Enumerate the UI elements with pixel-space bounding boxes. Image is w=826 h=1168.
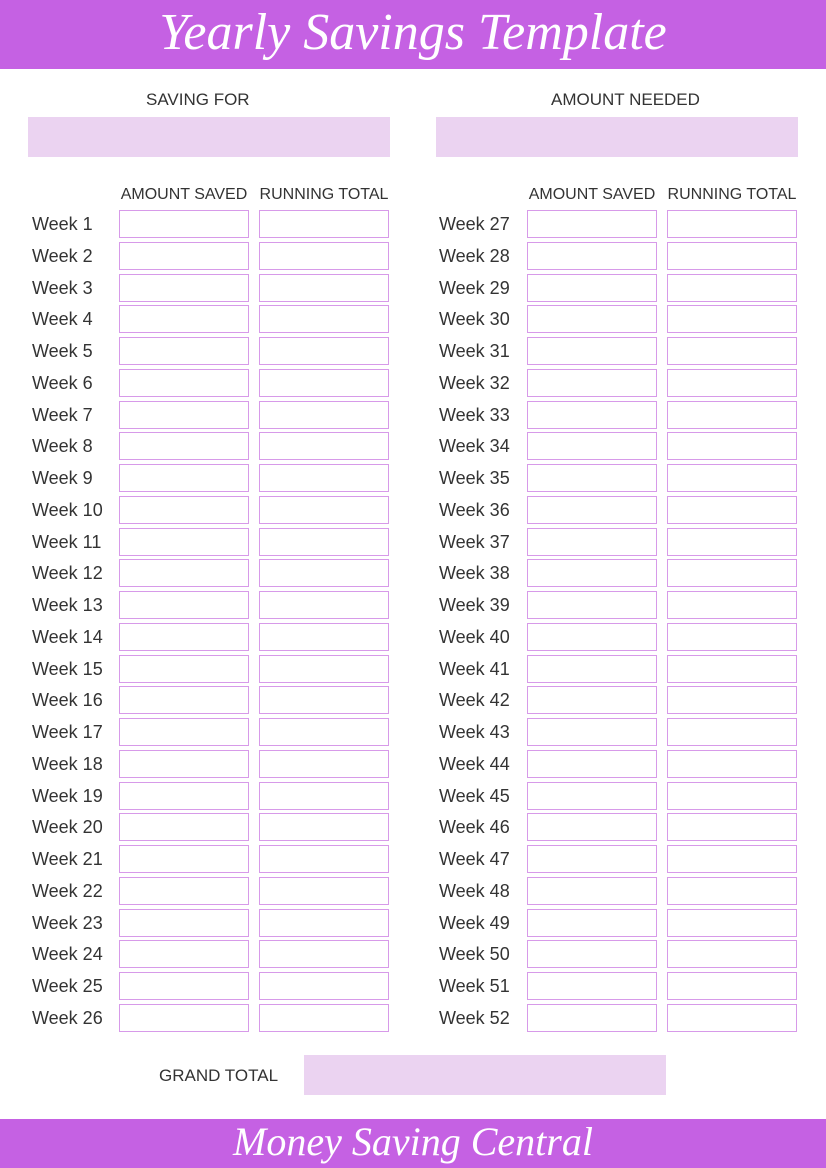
week-label: Week 15 [32,659,103,679]
running-total-cell[interactable] [667,940,797,968]
amount-saved-cell[interactable] [119,464,249,492]
running-total-cell[interactable] [667,496,797,524]
running-total-cell[interactable] [667,242,797,270]
running-total-cell[interactable] [259,750,389,778]
amount-saved-cell[interactable] [119,972,249,1000]
week-label: Week 6 [32,373,93,393]
running-total-cell[interactable] [259,401,389,429]
running-total-cell[interactable] [259,940,389,968]
amount-saved-cell[interactable] [119,782,249,810]
amount-saved-cell[interactable] [119,242,249,270]
week-label: Week 21 [32,849,103,869]
amount-saved-cell[interactable] [119,369,249,397]
right-amount-saved-header: AMOUNT SAVED [528,186,656,203]
grand-total-label: GRAND TOTAL [159,1066,279,1085]
week-label: Week 18 [32,754,103,774]
running-total-cell[interactable] [667,845,797,873]
week-label: Week 29 [439,278,510,298]
amount-saved-cell[interactable] [527,877,657,905]
amount-saved-cell[interactable] [119,623,249,651]
amount-saved-cell[interactable] [119,718,249,746]
amount-saved-cell[interactable] [119,845,249,873]
running-total-cell[interactable] [259,813,389,841]
amount-saved-cell[interactable] [119,655,249,683]
running-total-cell[interactable] [259,845,389,873]
amount-saved-cell[interactable] [527,750,657,778]
week-label: Week 13 [32,595,103,615]
week-label: Week 22 [32,881,103,901]
amount-saved-cell[interactable] [527,559,657,587]
week-label: Week 16 [32,690,103,710]
week-label: Week 43 [439,722,510,742]
running-total-cell[interactable] [259,242,389,270]
week-label: Week 25 [32,976,103,996]
week-label: Week 48 [439,881,510,901]
amount-saved-cell[interactable] [119,909,249,937]
amount-saved-cell[interactable] [119,591,249,619]
running-total-cell[interactable] [259,623,389,651]
amount-saved-cell[interactable] [527,845,657,873]
week-label: Week 5 [32,341,93,361]
running-total-cell[interactable] [259,559,389,587]
running-total-cell[interactable] [667,274,797,302]
week-label: Week 49 [439,913,510,933]
week-label: Week 9 [32,468,93,488]
amount-saved-cell[interactable] [527,940,657,968]
week-label: Week 44 [439,754,510,774]
running-total-cell[interactable] [667,591,797,619]
amount-saved-cell[interactable] [527,337,657,365]
saving-for-label: SAVING FOR [146,90,250,109]
running-total-cell[interactable] [259,528,389,556]
amount-saved-cell[interactable] [119,432,249,460]
amount-saved-cell[interactable] [527,813,657,841]
running-total-cell[interactable] [259,337,389,365]
amount-saved-cell[interactable] [119,686,249,714]
running-total-cell[interactable] [667,337,797,365]
amount-saved-cell[interactable] [527,718,657,746]
running-total-cell[interactable] [259,591,389,619]
amount-saved-cell[interactable] [527,242,657,270]
running-total-cell[interactable] [259,369,389,397]
week-label: Week 8 [32,436,93,456]
amount-saved-cell[interactable] [527,496,657,524]
week-label: Week 38 [439,563,510,583]
amount-saved-cell[interactable] [119,496,249,524]
running-total-cell[interactable] [667,623,797,651]
amount-saved-cell[interactable] [527,1004,657,1032]
amount-saved-cell[interactable] [527,528,657,556]
amount-saved-cell[interactable] [527,655,657,683]
running-total-cell[interactable] [667,718,797,746]
grand-total-field[interactable] [304,1055,666,1095]
week-label: Week 12 [32,563,103,583]
week-label: Week 11 [32,532,102,552]
week-label: Week 10 [32,500,103,520]
running-total-cell[interactable] [667,1004,797,1032]
week-label: Week 31 [439,341,510,361]
running-total-cell[interactable] [667,432,797,460]
running-total-cell[interactable] [259,432,389,460]
week-label: Week 51 [439,976,510,996]
week-label: Week 46 [439,817,510,837]
amount-saved-cell[interactable] [119,813,249,841]
running-total-cell[interactable] [667,559,797,587]
left-running-total-header: RUNNING TOTAL [259,186,389,203]
running-total-cell[interactable] [667,401,797,429]
amount-saved-cell[interactable] [527,274,657,302]
week-label: Week 32 [439,373,510,393]
running-total-cell[interactable] [667,972,797,1000]
week-label: Week 24 [32,944,103,964]
running-total-cell[interactable] [667,909,797,937]
week-label: Week 20 [32,817,103,837]
week-label: Week 19 [32,786,103,806]
running-total-cell[interactable] [259,909,389,937]
running-total-cell[interactable] [259,972,389,1000]
running-total-cell[interactable] [259,496,389,524]
running-total-cell[interactable] [667,813,797,841]
running-total-cell[interactable] [667,305,797,333]
running-total-cell[interactable] [667,464,797,492]
running-total-cell[interactable] [259,655,389,683]
amount-saved-cell[interactable] [527,464,657,492]
amount-saved-cell[interactable] [527,623,657,651]
week-label: Week 37 [439,532,510,552]
week-label: Week 17 [32,722,103,742]
amount-saved-cell[interactable] [527,210,657,238]
amount-saved-cell[interactable] [119,305,249,333]
running-total-cell[interactable] [667,750,797,778]
amount-saved-cell[interactable] [119,940,249,968]
week-label: Week 33 [439,405,510,425]
week-label: Week 23 [32,913,103,933]
amount-needed-field[interactable] [436,117,798,157]
running-total-cell[interactable] [259,686,389,714]
week-label: Week 30 [439,309,510,329]
amount-saved-cell[interactable] [119,210,249,238]
saving-for-field[interactable] [28,117,390,157]
amount-saved-cell[interactable] [119,877,249,905]
amount-saved-cell[interactable] [527,305,657,333]
week-label: Week 40 [439,627,510,647]
amount-saved-cell[interactable] [527,972,657,1000]
page-title: Yearly Savings Template [0,0,826,69]
week-label: Week 45 [439,786,510,806]
running-total-cell[interactable] [259,305,389,333]
running-total-cell[interactable] [667,655,797,683]
left-amount-saved-header: AMOUNT SAVED [120,186,248,203]
running-total-cell[interactable] [667,686,797,714]
amount-saved-cell[interactable] [119,559,249,587]
running-total-cell[interactable] [259,877,389,905]
running-total-cell[interactable] [667,782,797,810]
footer-brand: Money Saving Central [0,1119,826,1168]
running-total-cell[interactable] [667,877,797,905]
amount-saved-cell[interactable] [527,782,657,810]
week-label: Week 26 [32,1008,103,1028]
week-label: Week 42 [439,690,510,710]
amount-saved-cell[interactable] [527,591,657,619]
week-label: Week 28 [439,246,510,266]
amount-saved-cell[interactable] [119,1004,249,1032]
amount-saved-cell[interactable] [527,401,657,429]
amount-saved-cell[interactable] [119,274,249,302]
week-label: Week 2 [32,246,93,266]
week-label: Week 34 [439,436,510,456]
week-label: Week 41 [439,659,510,679]
week-label: Week 27 [439,214,510,234]
running-total-cell[interactable] [667,528,797,556]
amount-saved-cell[interactable] [119,337,249,365]
week-label: Week 7 [32,405,93,425]
week-label: Week 50 [439,944,510,964]
running-total-cell[interactable] [667,210,797,238]
amount-saved-cell[interactable] [119,401,249,429]
amount-saved-cell[interactable] [527,432,657,460]
amount-saved-cell[interactable] [119,528,249,556]
amount-saved-cell[interactable] [527,686,657,714]
running-total-cell[interactable] [259,718,389,746]
week-label: Week 47 [439,849,510,869]
running-total-cell[interactable] [667,369,797,397]
amount-needed-label: AMOUNT NEEDED [551,90,700,109]
week-label: Week 36 [439,500,510,520]
running-total-cell[interactable] [259,1004,389,1032]
amount-saved-cell[interactable] [119,750,249,778]
running-total-cell[interactable] [259,274,389,302]
week-label: Week 35 [439,468,510,488]
week-label: Week 1 [32,214,93,234]
week-label: Week 14 [32,627,103,647]
amount-saved-cell[interactable] [527,909,657,937]
running-total-cell[interactable] [259,210,389,238]
right-running-total-header: RUNNING TOTAL [667,186,797,203]
running-total-cell[interactable] [259,782,389,810]
week-label: Week 4 [32,309,93,329]
week-label: Week 39 [439,595,510,615]
week-label: Week 3 [32,278,93,298]
week-label: Week 52 [439,1008,510,1028]
amount-saved-cell[interactable] [527,369,657,397]
running-total-cell[interactable] [259,464,389,492]
